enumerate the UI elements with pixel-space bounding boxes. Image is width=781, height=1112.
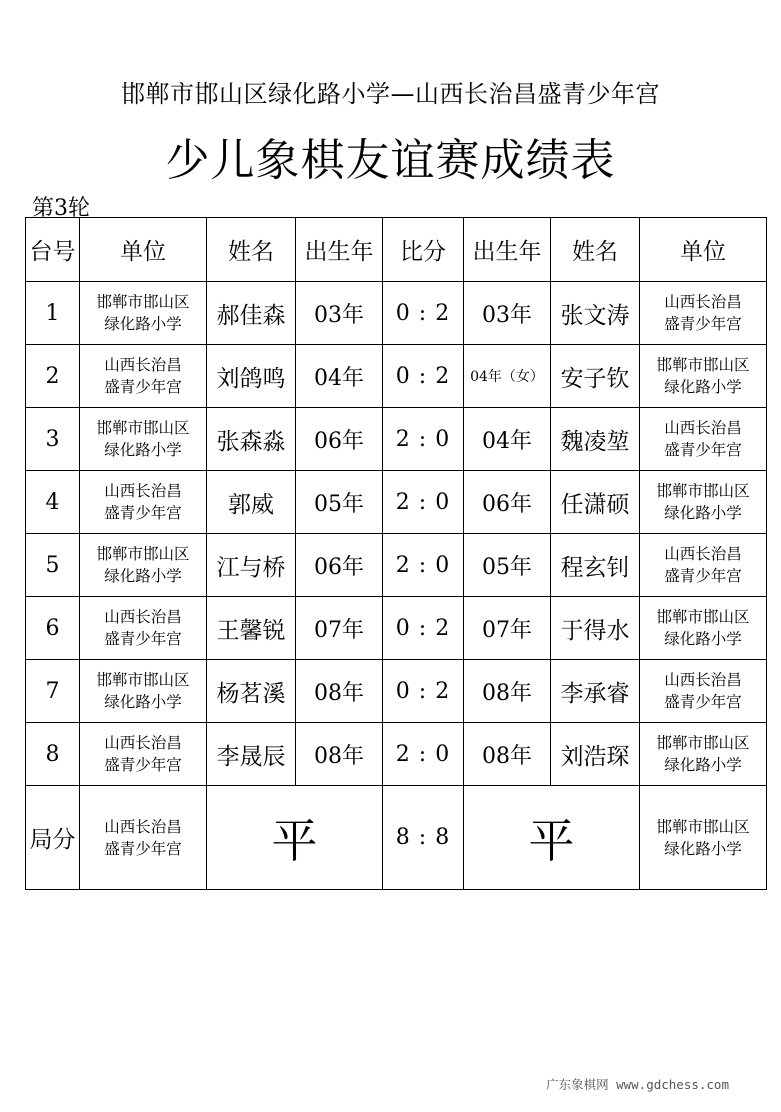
- score-cell: 0 : 2: [383, 345, 464, 408]
- name-left-cell: 李晟辰: [207, 723, 296, 786]
- score-cell: 0 : 2: [383, 660, 464, 723]
- score-cell: 2 : 0: [383, 723, 464, 786]
- total-result-right: 平: [464, 786, 640, 890]
- results-table: [25, 217, 767, 890]
- total-unit-right: 邯郸市邯山区 绿化路小学: [640, 786, 767, 890]
- name-right-cell: 安子钦: [551, 345, 640, 408]
- unit-right-cell: 山西长治昌 盛青少年宫: [640, 660, 767, 723]
- name-right-cell: 魏凌堃: [551, 408, 640, 471]
- unit-right-cell: 邯郸市邯山区 绿化路小学: [640, 597, 767, 660]
- col-score: 比分: [383, 218, 464, 282]
- col-birth-left: 出生年: [296, 218, 383, 282]
- col-name-left: 姓名: [207, 218, 296, 282]
- col-unit-right: 单位: [640, 218, 767, 282]
- birth-left-cell: 03年: [296, 282, 383, 345]
- table-row: [26, 282, 767, 345]
- unit-left-cell: 邯郸市邯山区 绿化路小学: [80, 408, 207, 471]
- name-right-cell: 刘浩琛: [551, 723, 640, 786]
- col-birth-right: 出生年: [464, 218, 551, 282]
- table-no-cell: 4: [26, 471, 80, 534]
- total-row: [26, 786, 767, 890]
- unit-left-cell: 山西长治昌 盛青少年宫: [80, 345, 207, 408]
- table-row: [26, 408, 767, 471]
- unit-left-cell: 邯郸市邯山区 绿化路小学: [80, 660, 207, 723]
- name-right-cell: 程玄钊: [551, 534, 640, 597]
- table-row: [26, 660, 767, 723]
- birth-left-cell: 08年: [296, 660, 383, 723]
- total-unit-left: 山西长治昌 盛青少年宫: [80, 786, 207, 890]
- birth-right-cell: 03年: [464, 282, 551, 345]
- unit-left-cell: 山西长治昌 盛青少年宫: [80, 471, 207, 534]
- birth-right-cell: 06年: [464, 471, 551, 534]
- score-cell: 0 : 2: [383, 597, 464, 660]
- unit-right-cell: 邯郸市邯山区 绿化路小学: [640, 345, 767, 408]
- unit-right-cell: 邯郸市邯山区 绿化路小学: [640, 723, 767, 786]
- name-left-cell: 张森淼: [207, 408, 296, 471]
- name-left-cell: 郝佳森: [207, 282, 296, 345]
- name-right-cell: 张文涛: [551, 282, 640, 345]
- score-cell: 2 : 0: [383, 471, 464, 534]
- name-left-cell: 郭威: [207, 471, 296, 534]
- page-title: 少儿象棋友谊赛成绩表: [165, 135, 616, 186]
- birth-left-cell: 05年: [296, 471, 383, 534]
- birth-right-cell: 07年: [464, 597, 551, 660]
- table-row: [26, 723, 767, 786]
- unit-left-cell: 山西长治昌 盛青少年宫: [80, 597, 207, 660]
- total-score: 8 : 8: [383, 786, 464, 890]
- birth-left-cell: 06年: [296, 408, 383, 471]
- table-row: [26, 471, 767, 534]
- birth-right-cell: 08年: [464, 723, 551, 786]
- name-right-cell: 于得水: [551, 597, 640, 660]
- table-row: [26, 345, 767, 408]
- score-cell: 2 : 0: [383, 408, 464, 471]
- table-no-cell: 2: [26, 345, 80, 408]
- unit-right-cell: 山西长治昌 盛青少年宫: [640, 408, 767, 471]
- round-label: 第3轮: [32, 196, 90, 221]
- name-left-cell: 刘鸽鸣: [207, 345, 296, 408]
- unit-right-cell: 山西长治昌 盛青少年宫: [640, 282, 767, 345]
- table-header-row: [26, 218, 767, 282]
- unit-right-cell: 邯郸市邯山区 绿化路小学: [640, 471, 767, 534]
- birth-right-cell: 08年: [464, 660, 551, 723]
- total-label: 局分: [26, 786, 80, 890]
- birth-left-cell: 04年: [296, 345, 383, 408]
- table-no-cell: 6: [26, 597, 80, 660]
- birth-right-cell: 05年: [464, 534, 551, 597]
- name-right-cell: 李承睿: [551, 660, 640, 723]
- unit-right-cell: 山西长治昌 盛青少年宫: [640, 534, 767, 597]
- unit-left-cell: 山西长治昌 盛青少年宫: [80, 723, 207, 786]
- table-row: [26, 597, 767, 660]
- match-subtitle: 邯郸市邯山区绿化路小学—山西长治昌盛青少年宫: [121, 80, 660, 108]
- name-left-cell: 江与桥: [207, 534, 296, 597]
- table-no-cell: 7: [26, 660, 80, 723]
- total-result-left: 平: [207, 786, 383, 890]
- score-cell: 0 : 2: [383, 282, 464, 345]
- table-row: [26, 534, 767, 597]
- table-no-cell: 8: [26, 723, 80, 786]
- name-right-cell: 任潇硕: [551, 471, 640, 534]
- birth-left-cell: 08年: [296, 723, 383, 786]
- table-no-cell: 5: [26, 534, 80, 597]
- name-left-cell: 王馨锐: [207, 597, 296, 660]
- birth-left-cell: 06年: [296, 534, 383, 597]
- table-no-cell: 3: [26, 408, 80, 471]
- footer-watermark: 广东象棋网 www.gdchess.com: [546, 1077, 729, 1092]
- table-no-cell: 1: [26, 282, 80, 345]
- birth-right-cell: 04年（女）: [464, 345, 551, 408]
- name-left-cell: 杨茗溪: [207, 660, 296, 723]
- score-cell: 2 : 0: [383, 534, 464, 597]
- col-table-no: 台号: [26, 218, 80, 282]
- birth-right-cell: 04年: [464, 408, 551, 471]
- col-name-right: 姓名: [551, 218, 640, 282]
- unit-left-cell: 邯郸市邯山区 绿化路小学: [80, 534, 207, 597]
- unit-left-cell: 邯郸市邯山区 绿化路小学: [80, 282, 207, 345]
- birth-left-cell: 07年: [296, 597, 383, 660]
- col-unit-left: 单位: [80, 218, 207, 282]
